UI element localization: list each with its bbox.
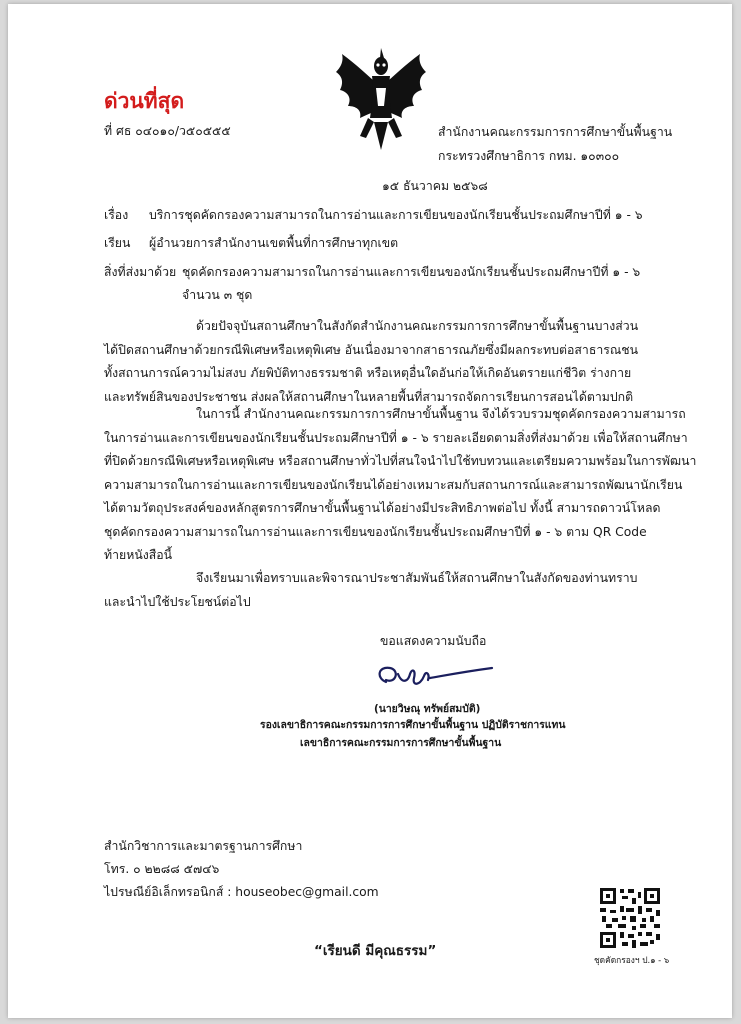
garuda-emblem xyxy=(330,46,432,154)
enclosure-label: สิ่งที่ส่งมาด้วย xyxy=(104,265,177,279)
recipient-label: เรียน xyxy=(104,236,131,250)
organization-address: กระทรวงศึกษาธิการ กทม. ๑๐๓๐๐ xyxy=(438,149,620,163)
signer-title: รองเลขาธิการคณะกรรมการการศึกษาขั้นพื้นฐาน ปฏิบัติราชการแทน xyxy=(260,719,566,731)
signer-name: (นายวิษณุ ทรัพย์สมบัติ) xyxy=(374,703,481,715)
body-paragraph-2 xyxy=(104,403,697,568)
footer-email: ไปรษณีย์อิเล็กทรอนิกส์ : houseobec@gmail.com xyxy=(104,885,379,899)
motto: “เรียนดี มีคุณธรรม” xyxy=(314,943,437,959)
closing-salutation: ขอแสดงความนับถือ xyxy=(380,634,487,648)
subject-label: เรื่อง xyxy=(104,208,129,222)
paragraph-line: และทรัพย์สินของประชาชน ส่งผลให้สถานศึกษาในหลายพื้นที่สามารถจัดการเรียนการสอนได้ตามปกติ xyxy=(104,389,634,404)
signature xyxy=(372,656,498,696)
signer-position: เลขาธิการคณะกรรมการการศึกษาขั้นพื้นฐาน xyxy=(300,737,502,749)
enclosure-quantity: จำนวน ๓ ชุด xyxy=(182,288,253,302)
subject-text: บริการชุดคัดกรองความสามารถในการอ่านและการเขียนของนักเรียนชั้นประถมศึกษาปีที่ ๑ - ๖ xyxy=(149,208,643,222)
urgency-stamp: ด่วนที่สุด xyxy=(104,89,185,113)
footer-office: สำนักวิชาการและมาตรฐานการศึกษา xyxy=(104,839,303,853)
footer-phone: โทร. ๐ ๒๒๘๘ ๕๗๔๖ xyxy=(104,862,220,876)
paragraph-line: และนำไปใช้ประโยชน์ต่อไป xyxy=(104,594,251,609)
qr-code[interactable] xyxy=(598,886,662,950)
paragraph-line: ที่ปิดด้วยกรณีพิเศษหรือเหตุพิเศษ หรือสถานศึกษาทั่วไปที่สนใจนำไปใช้ทบทวนและเตรียมความพร้อมในการพัฒนา xyxy=(104,454,697,468)
paragraph-line: ชุดคัดกรองความสามารถในการอ่านและการเขียนของนักเรียนชั้นประถมศึกษาปีที่ ๑ - ๖ ตาม QR Code xyxy=(104,524,647,539)
body-paragraph-3 xyxy=(104,567,664,614)
body-paragraph-1 xyxy=(104,315,664,409)
garuda-icon xyxy=(330,46,432,154)
qr-caption: ชุดคัดกรองฯ ป.๑ - ๖ xyxy=(594,955,670,965)
enclosure-text: ชุดคัดกรองความสามารถในการอ่านและการเขียนของนักเรียนชั้นประถมศึกษาปีที่ ๑ - ๖ xyxy=(182,265,641,279)
paragraph-line: ทั้งสถานการณ์ความไม่สงบ ภัยพิบัติทางธรรมชาติ หรือเหตุอื่นใดอันก่อให้เกิดอันตรายแก่ชีวิต ร่างกาย xyxy=(104,366,632,380)
paragraph-line: ด้วยปัจจุบันสถานศึกษาในสังกัดสำนักงานคณะกรรมการการศึกษาขั้นพื้นฐานบางส่วน xyxy=(196,319,639,333)
letter-date: ๑๕ ธันวาคม ๒๕๖๘ xyxy=(382,179,488,193)
paragraph-line: ในการนี้ สำนักงานคณะกรรมการการศึกษาขั้นพื้นฐาน จึงได้รวบรวมชุดคัดกรองความสามารถ xyxy=(196,407,686,421)
paragraph-line: ท้ายหนังสือนี้ xyxy=(104,548,173,562)
paragraph-line: ได้ตามวัตถุประสงค์ของหลักสูตรการศึกษาขั้นพื้นฐานได้อย่างมีประสิทธิภาพต่อไป ทั้งนี้ สามารถดาวน์โหลด xyxy=(104,501,661,515)
paragraph-line: ความสามารถในการอ่านและการเขียนของนักเรียนได้อย่างเหมาะสมกับสถานการณ์และสามารถพัฒนานักเรียน xyxy=(104,477,683,492)
document-number: ที่ ศธ ๐๔๐๑๐/ว๕๐๕๕๕ xyxy=(104,124,231,138)
paragraph-line: ในการอ่านและการเขียนของนักเรียนชั้นประถมศึกษาปีที่ ๑ - ๖ รายละเอียดตามสิ่งที่ส่งมาด้วย เพื่อให้สถานศึกษา xyxy=(104,430,688,445)
issuing-organization: สำนักงานคณะกรรมการการศึกษาขั้นพื้นฐาน xyxy=(438,125,673,139)
paragraph-line: ได้ปิดสถานศึกษาด้วยกรณีพิเศษหรือเหตุพิเศษ อันเนื่องมาจากสาธารณภัยซึ่งมีผลกระทบต่อสาธารณชน xyxy=(104,342,639,357)
qr-code-icon xyxy=(598,886,662,950)
recipient-text: ผู้อำนวยการสำนักงานเขตพื้นที่การศึกษาทุกเขต xyxy=(149,236,399,250)
paragraph-line: จึงเรียนมาเพื่อทราบและพิจารณาประชาสัมพันธ์ให้สถานศึกษาในสังกัดของท่านทราบ xyxy=(196,571,638,585)
